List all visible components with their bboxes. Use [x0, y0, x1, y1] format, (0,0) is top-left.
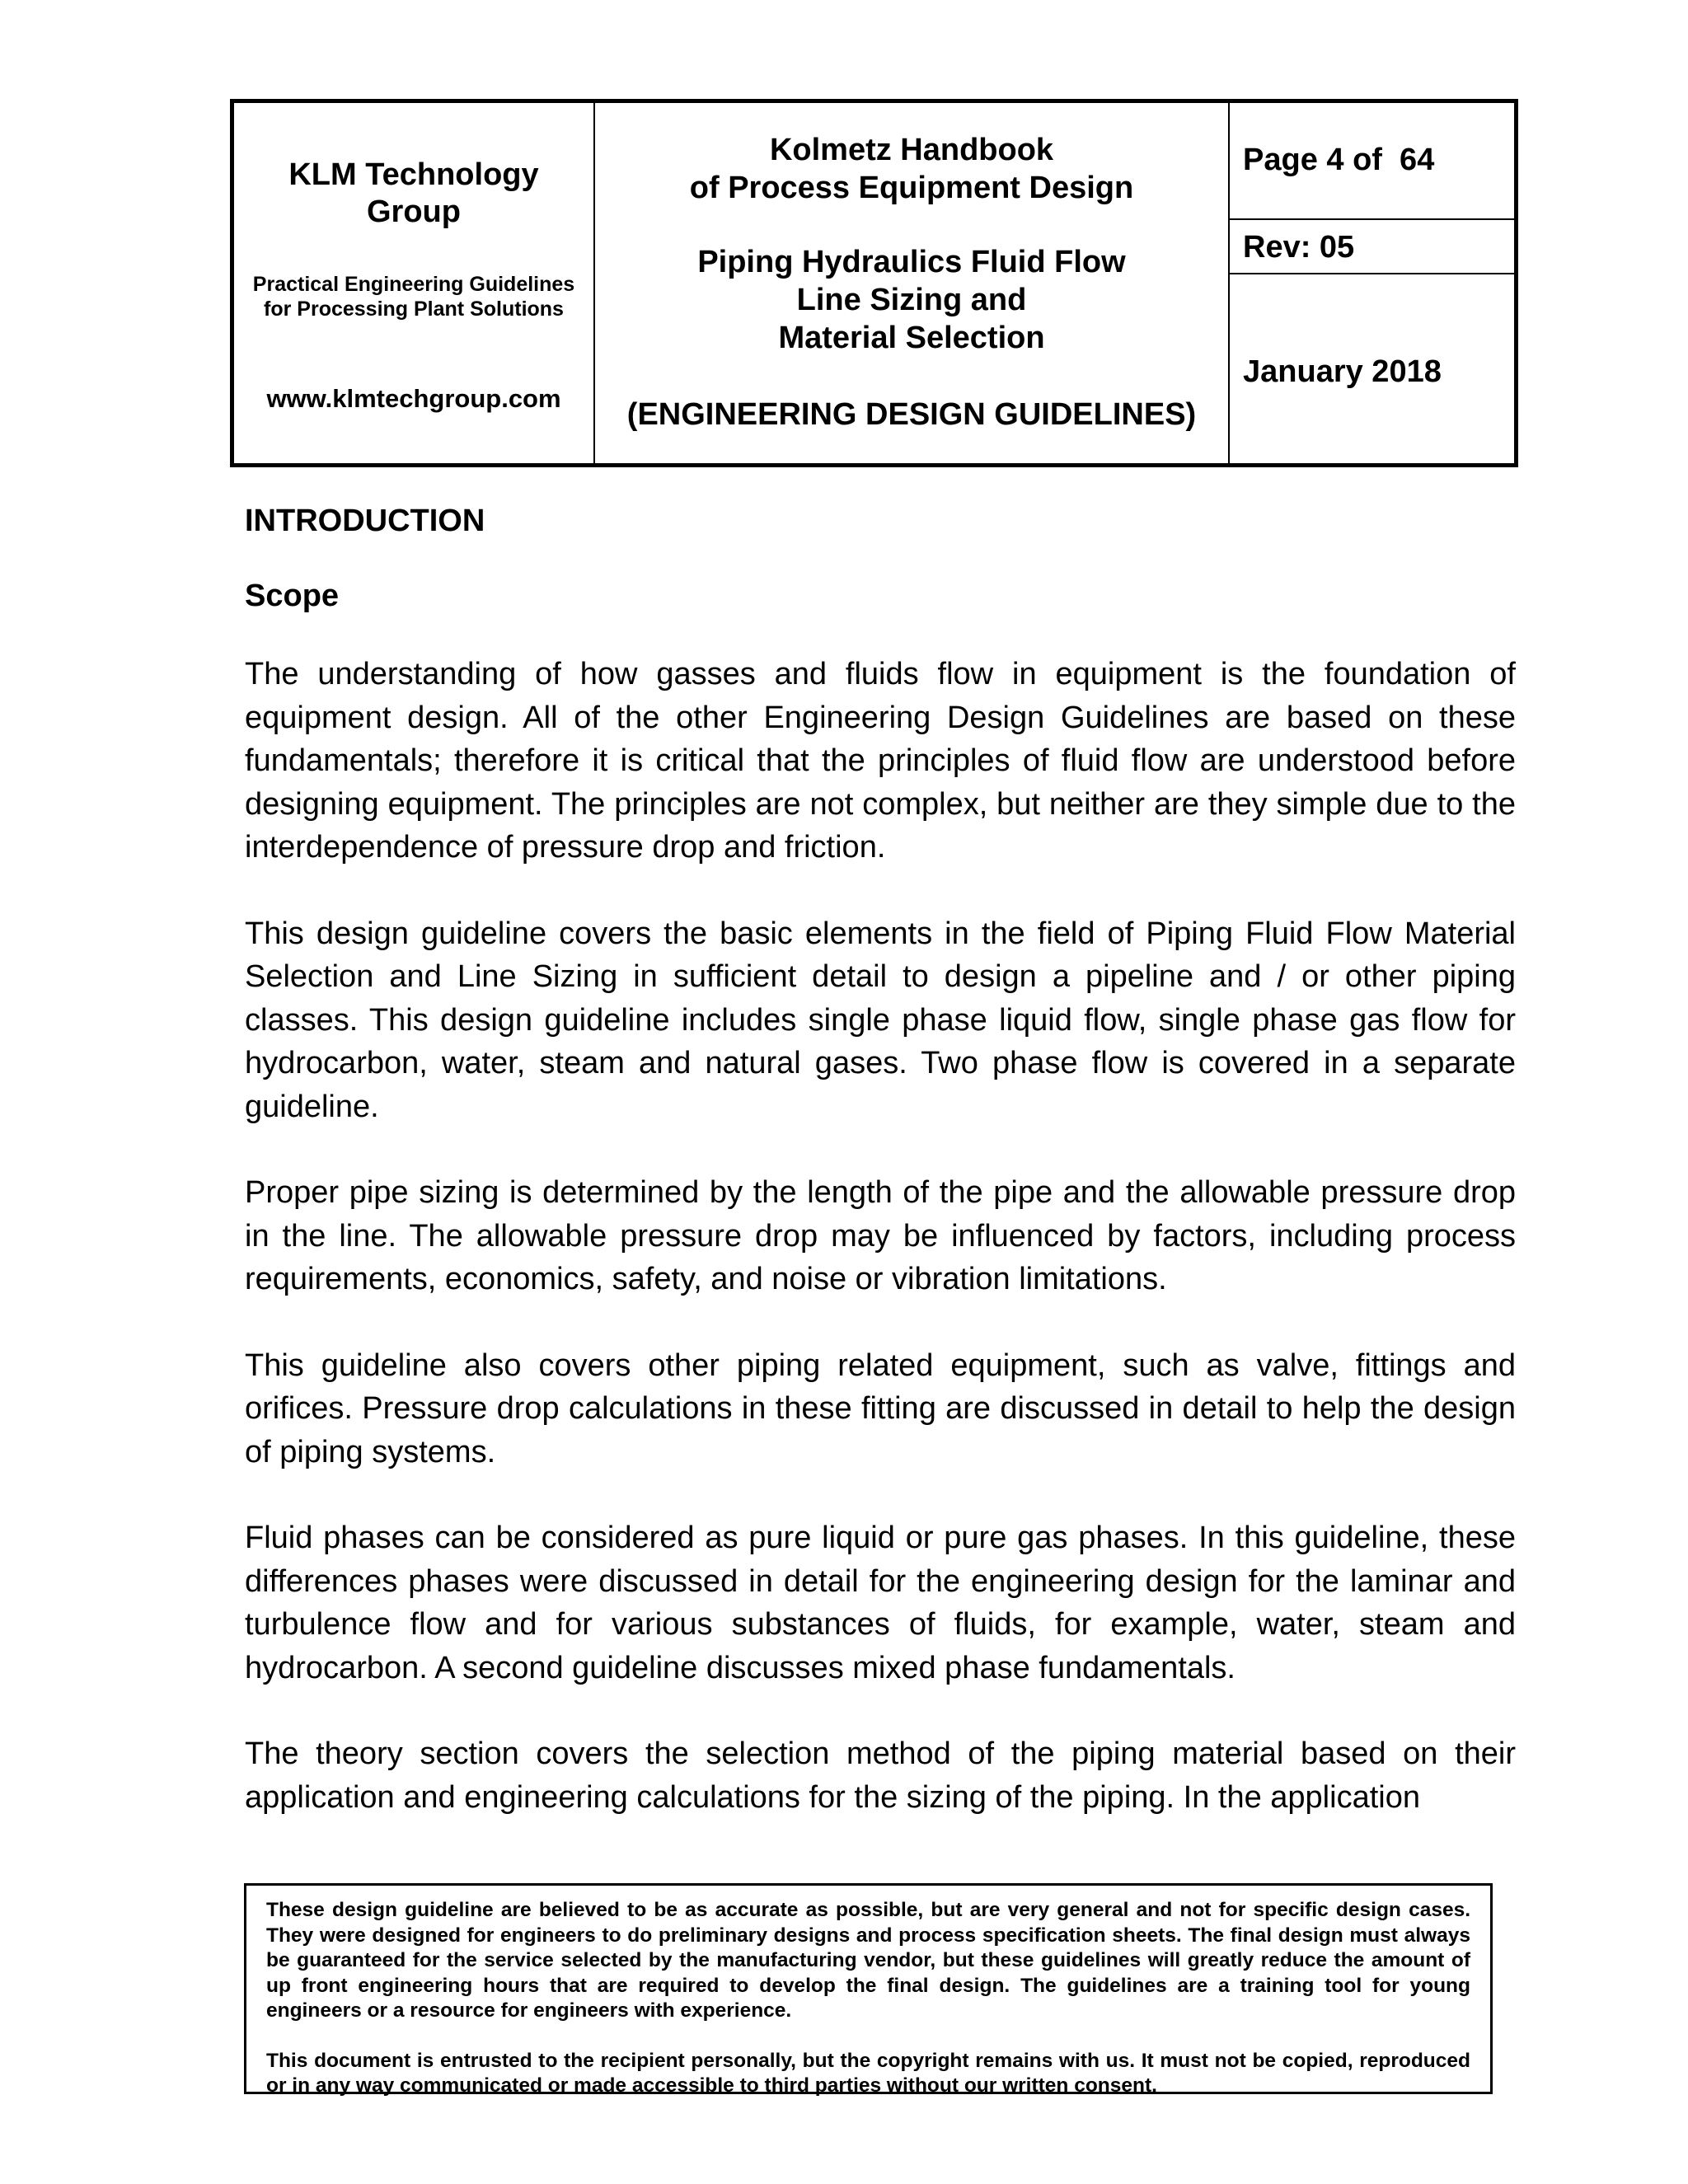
- header-company-cell: [234, 103, 595, 463]
- document-header: [230, 99, 1518, 467]
- handbook-line-2: of Process Equipment Design: [689, 171, 1134, 205]
- header-title-cell: [595, 103, 1230, 463]
- copyright-text: This document is entrusted to the recipient personally, but the copyright remains with us. It must not be copied, reproduced or in any way communicated or made accessible to third parties without our written consent.: [266, 2049, 1470, 2097]
- company-tagline: Practical Engineering Guidelines for Processing Plant Solutions: [252, 273, 575, 321]
- page-body: [245, 503, 1516, 1819]
- document-title-line-3: Material Selection: [778, 321, 1045, 355]
- company-website: www.klmtechgroup.com: [266, 384, 561, 413]
- handbook-title: [595, 131, 1228, 207]
- section-heading: INTRODUCTION: [245, 504, 485, 538]
- paragraph: The theory section covers the selection method of the piping material based on their application and engineering calculations for the sizing of the piping. In the application: [245, 1736, 1516, 1815]
- paragraph: Proper pipe sizing is determined by the length of the pipe and the allowable pressure drop in the line. The allowable pressure drop may be influenced by factors, including process requirements, economics, safety, and noise or vibration limitations.: [245, 1175, 1516, 1296]
- sub-heading: Scope: [245, 579, 340, 613]
- document-title: [595, 243, 1228, 357]
- handbook-line-1: Kolmetz Handbook: [769, 133, 1054, 167]
- header-meta-cell: [1230, 103, 1514, 463]
- document-title-line-1: Piping Hydraulics Fluid Flow: [697, 245, 1126, 279]
- disclaimer-box: [244, 1883, 1493, 2097]
- page-number: Page 4 of 64: [1230, 103, 1514, 220]
- disclaimer-text: These design guideline are believed to be as accurate as possible, but are very general and not for specific design cases. They were designed for engineers to do preliminary designs and process specification sheets. The final design must always be guaranteed for the service selected by the manufacturing vendor, but these guidelines will greatly reduce the amount of up front engineering hours that are required to develop the final design. The guidelines are a training tool for young engineers or a resource for engineers with experience.: [266, 1899, 1470, 2022]
- document-title-line-2: Line Sizing and: [796, 283, 1027, 317]
- company-name: KLM Technology Group: [288, 157, 539, 229]
- paragraph: Fluid phases can be considered as pure liquid or pure gas phases. In this guideline, these differences phases were discussed in detail for the engineering design for the laminar and turbulence flow and for various substances of fluids, for example, water, steam and hydrocarbon. A second guideline discusses mixed phase fundamentals.: [245, 1521, 1516, 1685]
- issue-date: January 2018: [1243, 354, 1442, 389]
- paragraph: The understanding of how gasses and fluids flow in equipment is the foundation of equipment design. All of the other Engineering Design Guidelines are based on these fundamentals; therefore it is critical that the principles of fluid flow are understood before designing equipment. The principles are not complex, but neither are they simple due to the interdependence of pressure drop and friction.: [245, 657, 1516, 865]
- document-category: (ENGINEERING DESIGN GUIDELINES): [626, 397, 1197, 432]
- revision: Rev: 05: [1230, 220, 1514, 274]
- paragraph: This design guideline covers the basic elements in the field of Piping Fluid Flow Material Selection and Line Sizing in sufficient detail to design a pipeline and / or other piping classes. This design guideline includes single phase liquid flow, single phase gas flow for hydrocarbon, water, steam and natural gases. Two phase flow is covered in a separate guideline.: [245, 916, 1516, 1124]
- paragraph: This guideline also covers other piping related equipment, such as valve, fittings and orifices. Pressure drop calculations in these fitting are discussed in detail to help the design of piping systems.: [245, 1347, 1516, 1469]
